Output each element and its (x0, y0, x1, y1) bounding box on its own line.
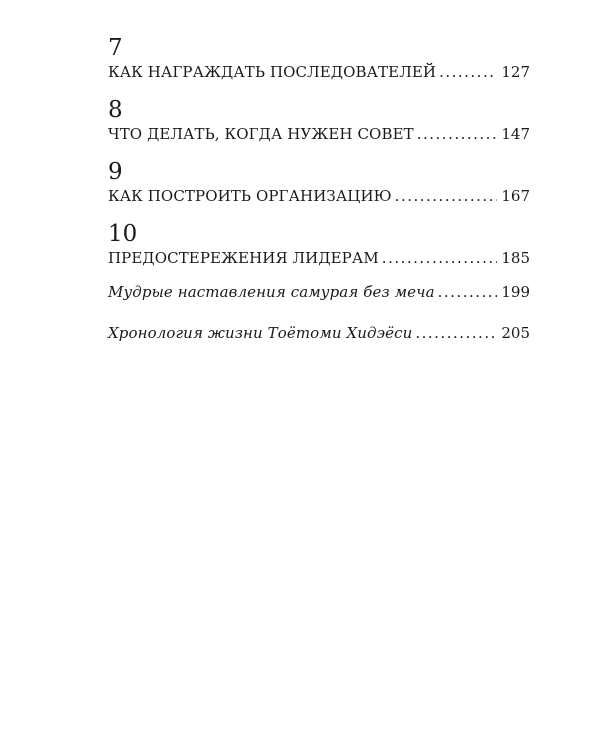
chapter-entry (108, 220, 530, 268)
page-number: 127 (501, 63, 530, 81)
chapter-number: 8 (108, 97, 123, 123)
table-of-contents (108, 34, 530, 364)
chapter-title: КАК НАГРАЖДАТЬ ПОСЛЕДОВАТЕЛЕЙ (108, 63, 437, 81)
chapter-entry (108, 158, 530, 206)
dot-leader (417, 124, 498, 144)
appendix-title: Хронология жизни Тоётоми Хидэёси (108, 324, 413, 342)
page-number: 147 (501, 125, 530, 143)
toc-entry-appendix[interactable] (108, 323, 530, 343)
dot-leader (438, 282, 498, 302)
toc-entry-appendix[interactable] (108, 282, 530, 302)
chapter-number: 7 (108, 35, 123, 61)
chapter-title: ПРЕДОСТЕРЕЖЕНИЯ ЛИДЕРАМ (108, 249, 379, 267)
chapter-number: 10 (108, 221, 138, 247)
chapter-entry (108, 34, 530, 82)
dot-leader (395, 186, 498, 206)
page-number: 185 (501, 249, 530, 267)
dot-leader (415, 323, 497, 343)
page-number: 167 (501, 187, 530, 205)
chapter-title: КАК ПОСТРОИТЬ ОРГАНИЗАЦИЮ (108, 187, 392, 205)
chapter-title: ЧТО ДЕЛАТЬ, КОГДА НУЖЕН СОВЕТ (108, 125, 414, 143)
appendix-title: Мудрые наставления самурая без меча (108, 283, 435, 301)
page-number: 199 (501, 283, 530, 301)
toc-entry[interactable] (108, 248, 530, 268)
chapter-entry (108, 96, 530, 144)
dot-leader (439, 62, 497, 82)
toc-entry[interactable] (108, 124, 530, 144)
toc-entry[interactable] (108, 186, 530, 206)
chapter-number: 9 (108, 159, 123, 185)
toc-entry[interactable] (108, 62, 530, 82)
page-number: 205 (501, 324, 530, 342)
dot-leader (382, 248, 498, 268)
